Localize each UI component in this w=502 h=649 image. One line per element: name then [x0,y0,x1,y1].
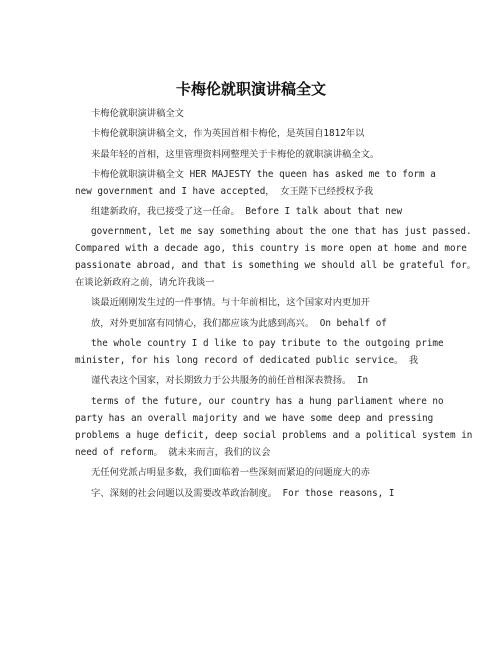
text-line: 字、深刻的社会问题以及需要改革政治制度。 For those reasons, I [91,488,395,499]
text-line: 谈最近刚刚发生过的一件事情。与十年前相比，这个国家对内更加开 [91,297,370,308]
text-line: 放，对外更加富有同情心，我们都应该为此感到高兴。 On behalf of [91,318,387,329]
text-line: 卡梅伦就职演讲稿全文 HER MAJESTY the queen has asked me to form a [91,169,436,180]
text-line: problems a huge deficit, deep social problems and a political system in [75,430,473,441]
text-line: Compared with a decade ago, this country is more open at home and more [75,243,467,254]
text-line: new government and I have accepted， 女王陛下已经授权予我 [75,186,374,197]
text-line: party has an overall majority and we have some deep and pressing [75,413,434,424]
text-line: passionate abroad, and that is something we should all be grateful for。 [75,260,477,271]
text-line: 谨代表这个国家，对长期致力于公共服务的前任首相深表赞扬。 In [91,375,369,386]
text-line: the whole country I d like to pay tribute to the outgoing prime [91,338,444,349]
document-title: 卡梅伦就职演讲稿全文 [175,80,326,98]
text-line: 组建新政府，我已接受了这一任命。 Before I talk about that new [91,206,403,217]
text-line: 卡梅伦就职演讲稿全文 [91,108,184,119]
text-line: terms of the future, our country has a hung parliament where no [91,396,444,407]
text-line: 卡梅伦就职演讲稿全文，作为英国首相卡梅伦，是英国自1812年以 [91,128,365,139]
text-line: minister, for his long record of dedicated public service。 我 [75,355,419,366]
text-line: 来最年轻的首相，这里管理资料网整理关于卡梅伦的就职演讲稿全文。 [91,149,380,160]
text-line: need of reform。 就未来而言，我们的议会 [75,447,271,458]
text-line: government, let me say something about the one that has just passed. [91,226,472,237]
text-line: 无任何党派占明显多数，我们面临着一些深刻而紧迫的问题庞大的赤 [91,467,370,478]
text-line: 在谈论新政府之前，请允许我谈一 [75,277,215,288]
